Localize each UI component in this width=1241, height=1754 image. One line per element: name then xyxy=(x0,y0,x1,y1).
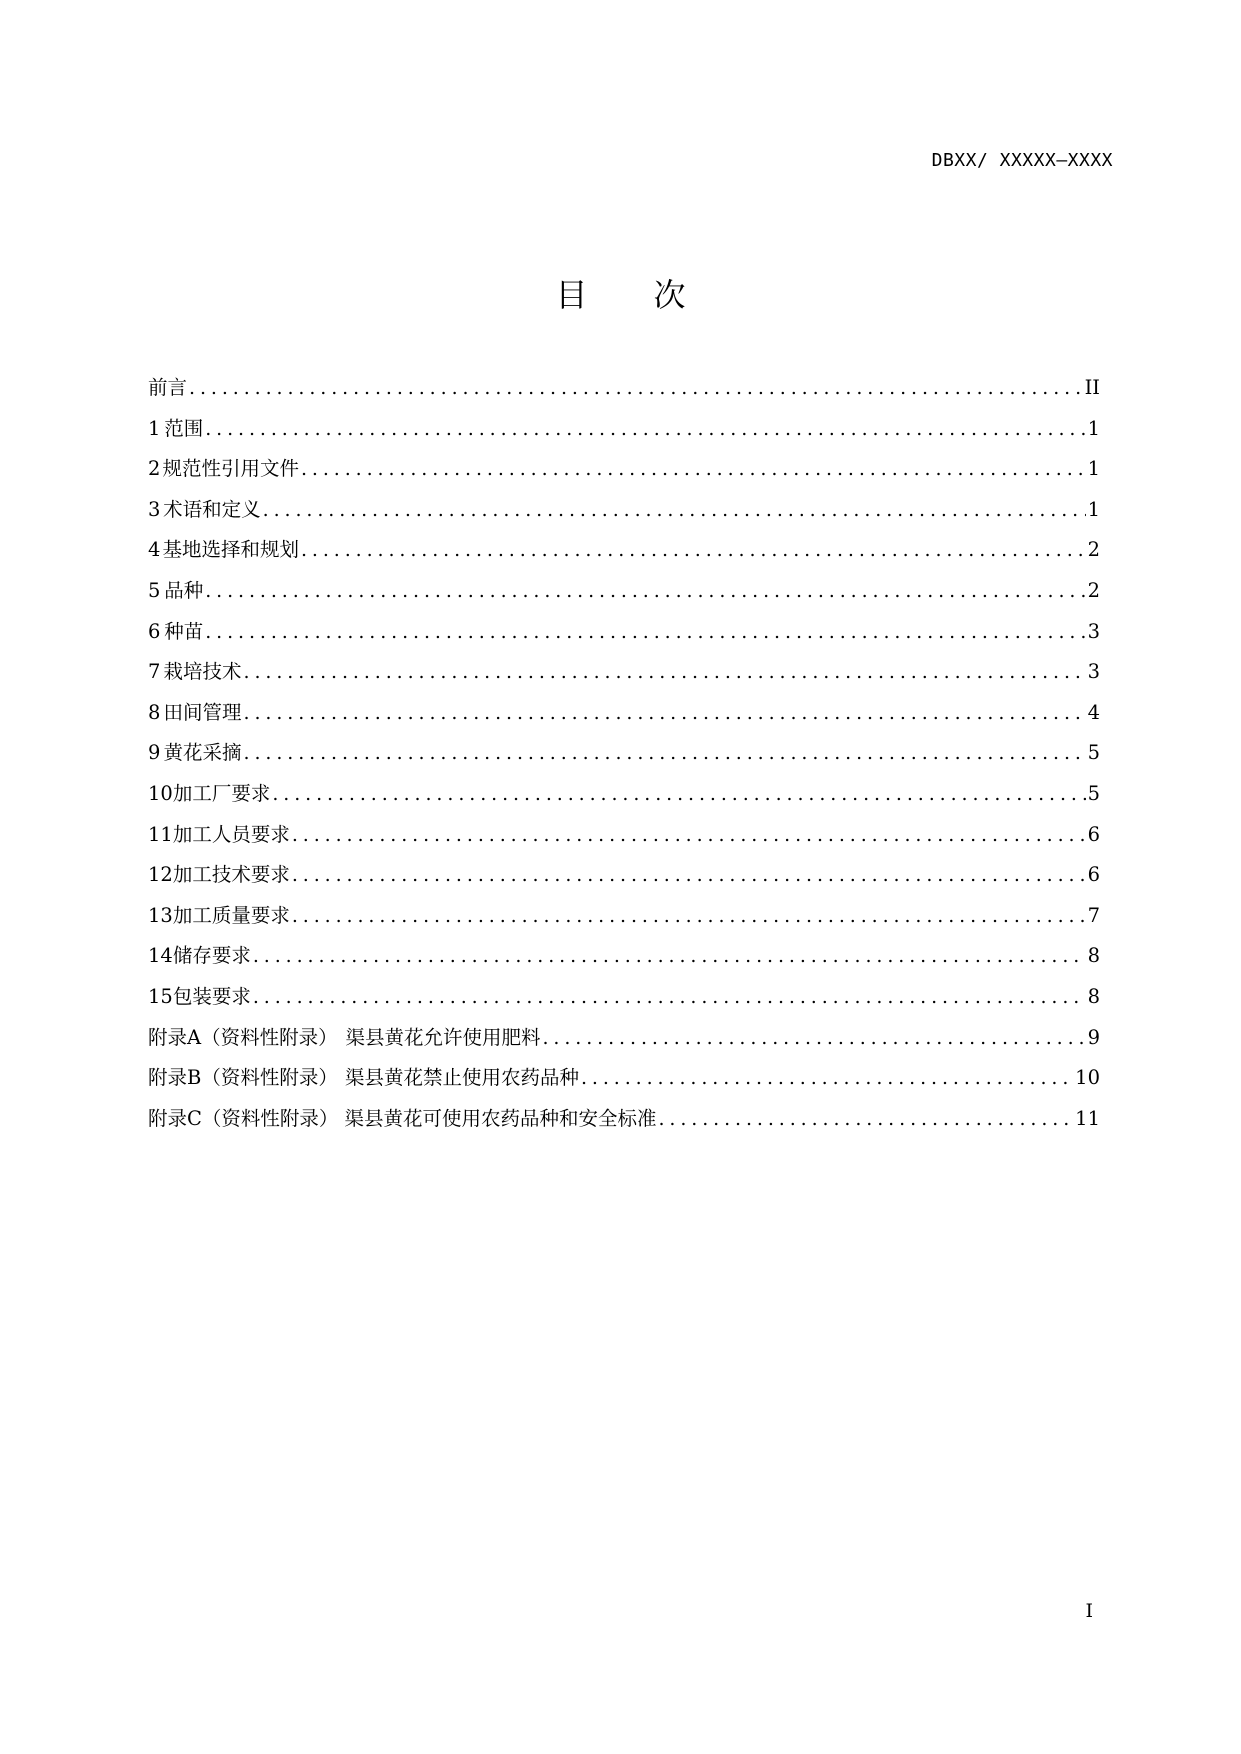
toc-title-part-2: 次 xyxy=(653,276,686,314)
toc-appendix-label: 渠县黄花可使用农药品种和安全标准 xyxy=(344,1106,657,1130)
toc-entry-label: 品种 xyxy=(164,578,204,602)
toc-entry-number: 13 xyxy=(148,903,173,927)
toc-leader-dots xyxy=(242,742,1086,764)
toc-appendix-label: 渠县黄花允许使用肥料 xyxy=(345,1025,541,1049)
toc-entry-label: 规范性引用文件 xyxy=(162,457,299,481)
toc-leader-dots xyxy=(290,824,1086,846)
toc-entry-9[interactable] xyxy=(148,737,1100,778)
document-code: DBXX/ XXXXX—XXXX xyxy=(931,150,1113,171)
toc-entry-page: 5 xyxy=(1087,781,1100,805)
toc-entry-4[interactable] xyxy=(148,534,1100,575)
toc-entry-number: 11 xyxy=(148,822,173,846)
toc-entry-page: 8 xyxy=(1087,984,1100,1008)
toc-appendix-prefix: 附录B（资料性附录） xyxy=(148,1066,338,1090)
toc-entry-number: 15 xyxy=(148,984,173,1008)
toc-appendix-label: 渠县黄花禁止使用农药品种 xyxy=(344,1066,579,1090)
toc-entry-number: 5 xyxy=(148,578,161,602)
toc-entry-page: 4 xyxy=(1087,700,1100,724)
toc-entry-page: 6 xyxy=(1087,863,1100,887)
toc-entry-5[interactable] xyxy=(148,575,1100,616)
toc-entry-page: 1 xyxy=(1087,457,1100,481)
toc-entry-page: 11 xyxy=(1075,1106,1100,1130)
table-of-contents xyxy=(148,372,1100,1143)
toc-appendix-a[interactable] xyxy=(148,1022,1100,1063)
toc-leader-dots xyxy=(203,418,1085,440)
toc-entry-label: 加工技术要求 xyxy=(172,863,290,887)
toc-entry-7[interactable] xyxy=(148,656,1100,697)
toc-entry-label: 范围 xyxy=(164,416,204,440)
toc-entry-label: 前言 xyxy=(148,376,188,399)
toc-entry-page: 3 xyxy=(1087,619,1100,643)
toc-entry-label: 种苗 xyxy=(164,619,204,643)
toc-leader-dots xyxy=(242,702,1086,724)
toc-leader-dots xyxy=(540,1027,1085,1049)
toc-entry-10[interactable] xyxy=(148,778,1100,819)
toc-entry-page: 6 xyxy=(1087,822,1100,846)
toc-entry-number: 1 xyxy=(148,416,161,440)
toc-leader-dots xyxy=(290,864,1086,886)
toc-entry-page: 3 xyxy=(1087,660,1100,684)
toc-entry-number: 3 xyxy=(148,497,161,521)
toc-entry-page: 5 xyxy=(1087,741,1100,765)
toc-entry-label: 田间管理 xyxy=(163,700,242,724)
toc-entry-label: 黄花采摘 xyxy=(163,741,242,765)
toc-entry-2[interactable] xyxy=(148,453,1100,494)
toc-leader-dots xyxy=(187,377,1083,399)
toc-leader-dots xyxy=(203,621,1085,643)
toc-entry-page: 1 xyxy=(1087,416,1100,440)
toc-title-part-1: 目 xyxy=(555,276,588,314)
toc-entry-page: 2 xyxy=(1087,578,1100,602)
toc-entry-11[interactable] xyxy=(148,819,1100,860)
toc-entry-number: 14 xyxy=(148,944,173,968)
toc-entry-number: 9 xyxy=(148,741,161,765)
toc-entry-number: 2 xyxy=(148,457,161,481)
toc-entry-label: 术语和定义 xyxy=(163,497,261,521)
toc-entry-1[interactable] xyxy=(148,413,1100,454)
toc-leader-dots xyxy=(579,1067,1073,1089)
toc-title xyxy=(0,270,1241,316)
toc-entry-label: 加工质量要求 xyxy=(172,903,290,927)
toc-entry-14[interactable] xyxy=(148,940,1100,981)
toc-appendix-c[interactable] xyxy=(148,1103,1100,1144)
toc-appendix-prefix: 附录C（资料性附录） xyxy=(148,1106,339,1130)
toc-entry-label: 包装要求 xyxy=(172,984,251,1008)
toc-leader-dots xyxy=(270,783,1085,805)
toc-leader-dots xyxy=(251,986,1086,1008)
toc-entry-foreword[interactable] xyxy=(148,372,1100,413)
toc-entry-8[interactable] xyxy=(148,697,1100,738)
toc-leader-dots xyxy=(299,539,1086,561)
toc-entry-page: II xyxy=(1084,376,1100,399)
toc-appendix-prefix: 附录A（资料性附录） xyxy=(148,1025,338,1049)
toc-leader-dots xyxy=(203,580,1085,602)
toc-entry-label: 基地选择和规划 xyxy=(162,538,299,562)
toc-leader-dots xyxy=(656,1108,1073,1130)
toc-entry-label: 储存要求 xyxy=(172,944,251,968)
toc-entry-6[interactable] xyxy=(148,616,1100,657)
toc-entry-page: 2 xyxy=(1087,538,1100,562)
toc-entry-number: 12 xyxy=(148,863,173,887)
toc-entry-page: 8 xyxy=(1087,944,1100,968)
toc-entry-number: 10 xyxy=(148,781,173,805)
toc-leader-dots xyxy=(299,458,1086,480)
toc-entry-label: 加工人员要求 xyxy=(172,822,290,846)
toc-entry-page: 7 xyxy=(1087,903,1100,927)
toc-entry-page: 10 xyxy=(1075,1066,1100,1090)
toc-entry-3[interactable] xyxy=(148,494,1100,535)
toc-leader-dots xyxy=(242,661,1086,683)
page-number: I xyxy=(1085,1600,1093,1622)
toc-leader-dots xyxy=(290,905,1086,927)
toc-entry-label: 加工厂要求 xyxy=(172,781,271,805)
toc-entry-12[interactable] xyxy=(148,859,1100,900)
toc-entry-number: 4 xyxy=(148,538,161,562)
toc-entry-15[interactable] xyxy=(148,981,1100,1022)
toc-entry-page: 1 xyxy=(1087,497,1100,521)
toc-entry-number: 6 xyxy=(148,619,161,643)
toc-entry-number: 7 xyxy=(148,660,161,684)
toc-leader-dots xyxy=(251,945,1086,967)
toc-entry-page: 9 xyxy=(1087,1025,1100,1049)
toc-appendix-b[interactable] xyxy=(148,1062,1100,1103)
toc-entry-label: 栽培技术 xyxy=(163,660,242,684)
toc-leader-dots xyxy=(261,499,1086,521)
toc-entry-number: 8 xyxy=(148,700,161,724)
toc-entry-13[interactable] xyxy=(148,900,1100,941)
